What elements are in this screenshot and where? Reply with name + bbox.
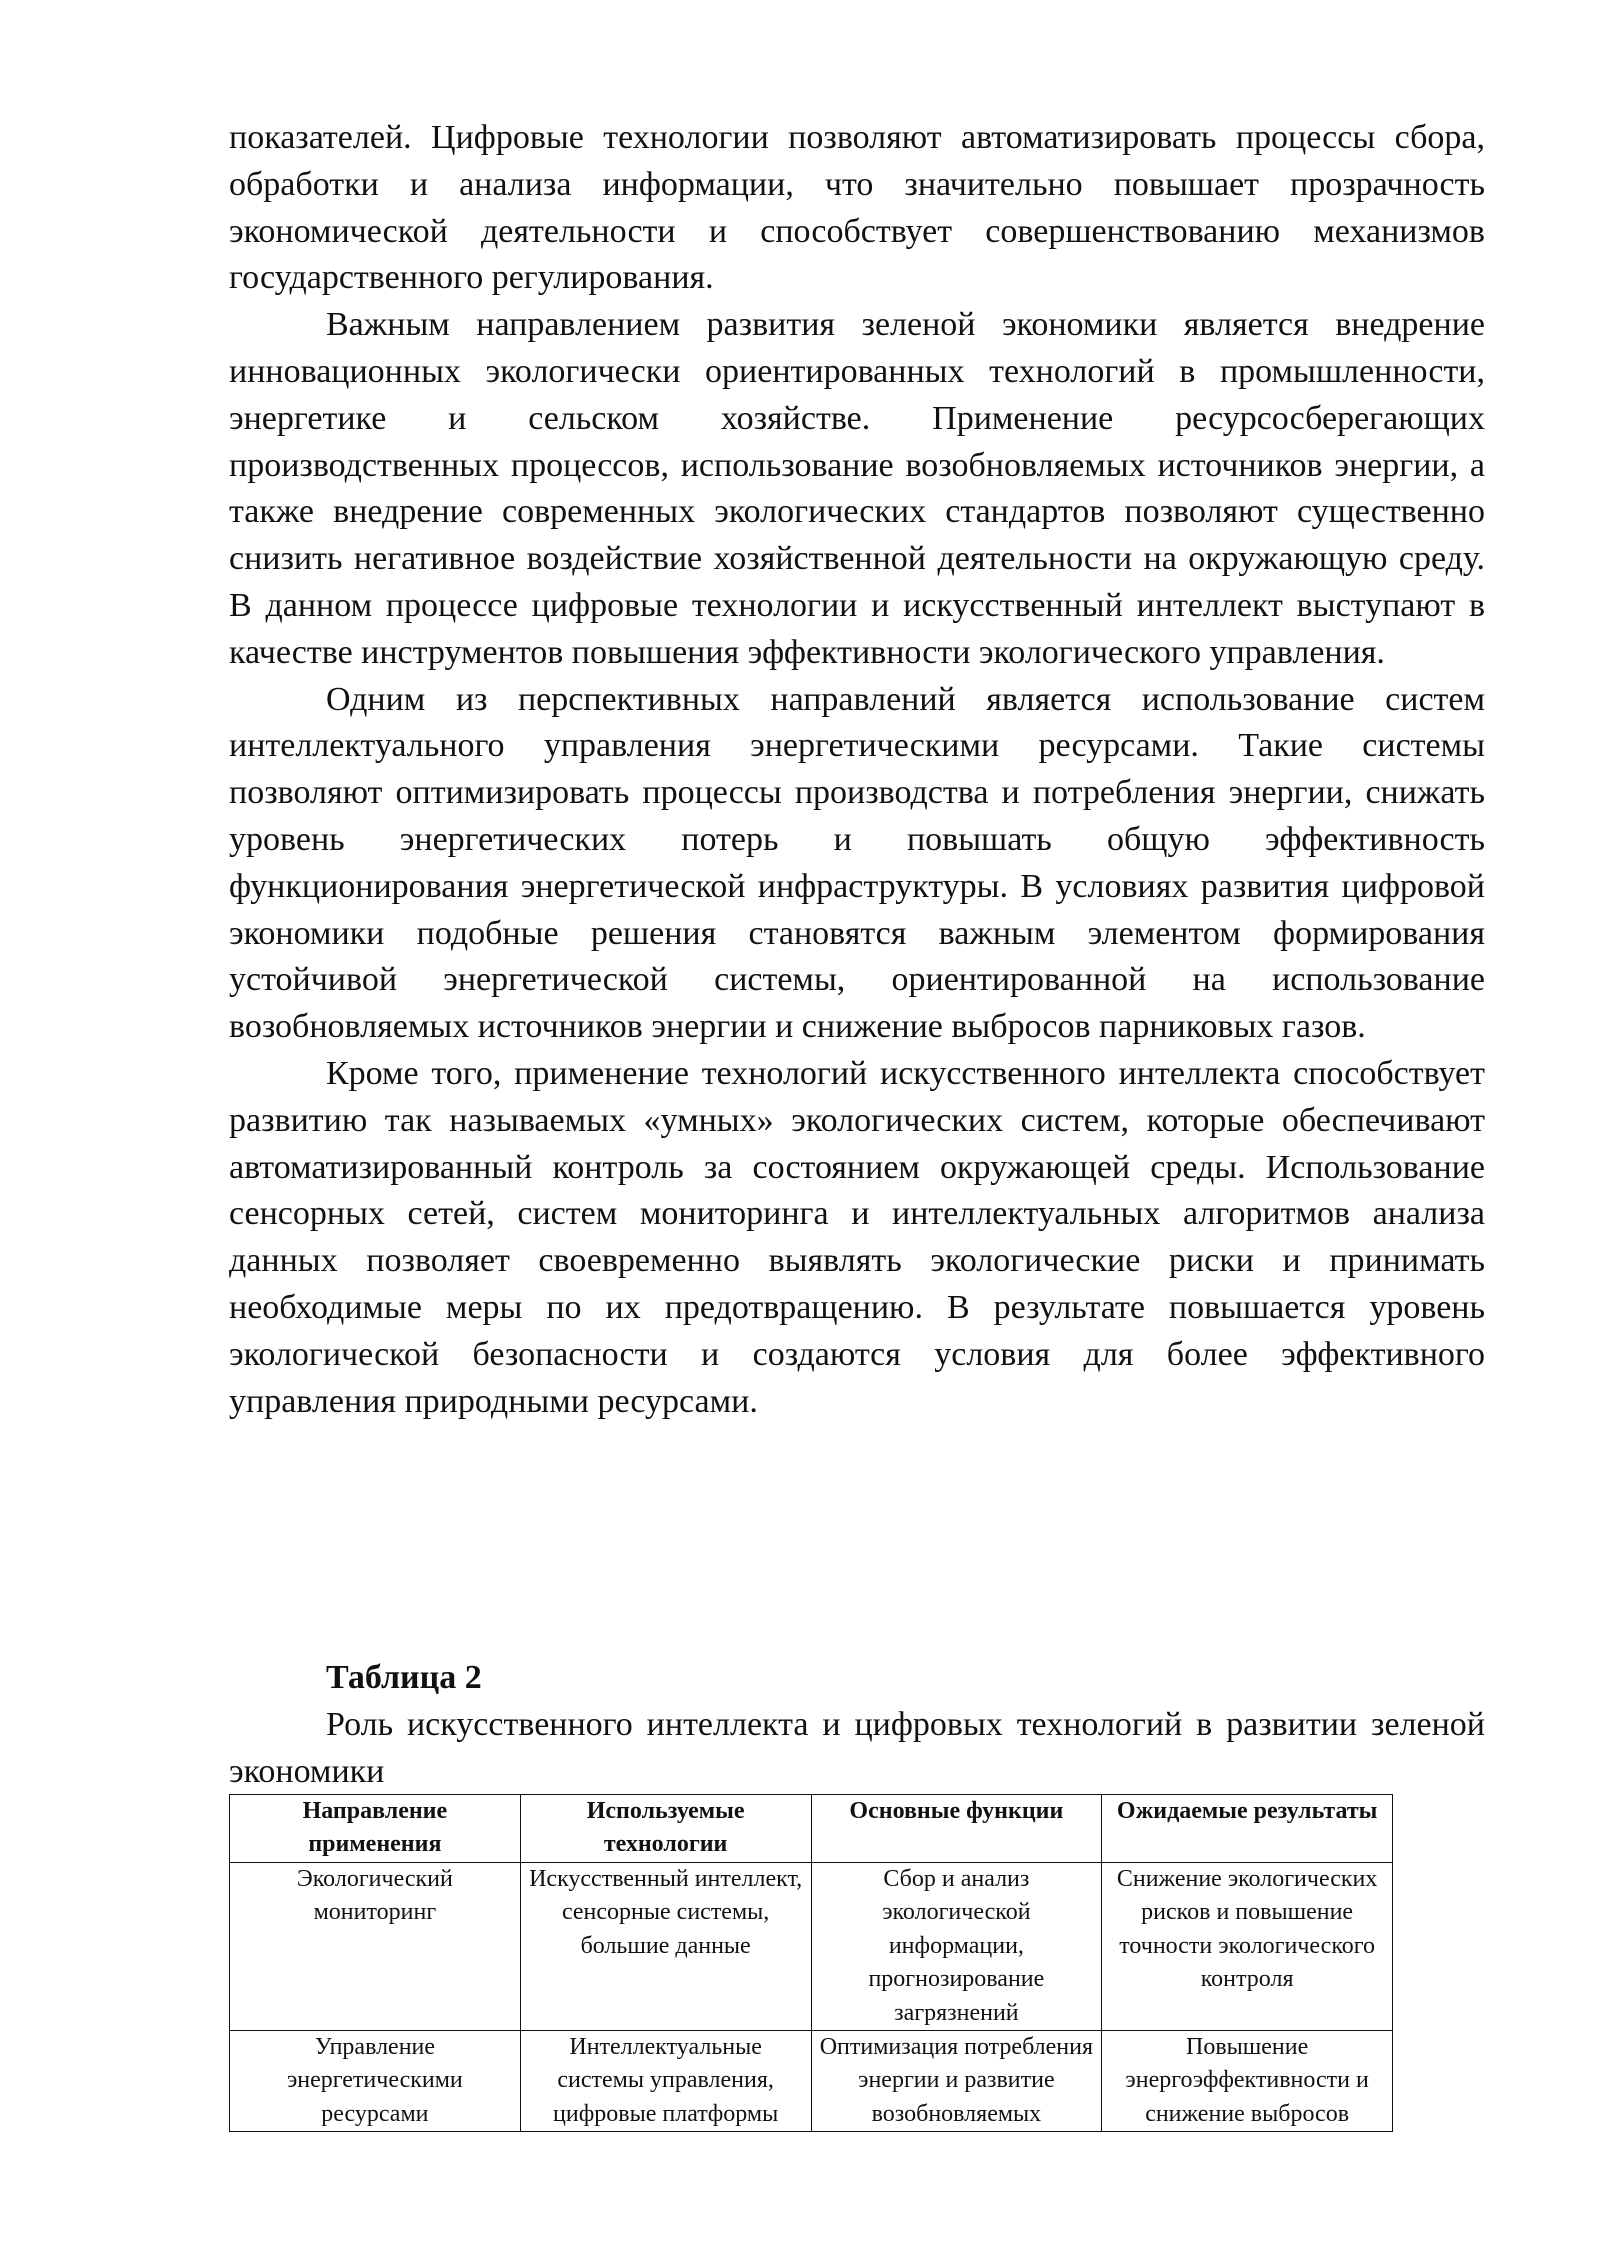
table-cell: Экологический мониторинг (230, 1863, 521, 2031)
table-cell: Сбор и анализ экологической информации, прогнозирование загрязнений (811, 1863, 1102, 2031)
header-technologies: Используемые технологии (520, 1795, 811, 1863)
table-caption (229, 1655, 1485, 1795)
paragraph-energy-management: Одним из перспективных направлений является использование систем интеллектуального управления энергетическими ресурсами. Такие системы позволяют оптимизировать процессы производства и потребления энергии, снижать уровень энергетических потерь и повышать общую эффективность функционирования энергетической инфраструктуры. В условиях развития цифровой экономики подобные решения становятся важным элементом формирования устойчивой энергетической системы, ориентированной на использование возобновляемых источников энергии и снижение выбросов парниковых газов. (229, 680, 1485, 1046)
data-table (229, 1794, 1393, 2132)
table-header-row (230, 1795, 1393, 1863)
paragraph-green-innovation: Важным направлением развития зеленой экономики является внедрение инновационных экологически ориентированных технологий в промышленности, энергетике и сельском хозяйстве. Применение ресурсосберегающих производственных процессов, использование возобновляемых источников энергии, а также внедрение современных экологических стандартов позволяют существенно снизить негативное воздействие хозяйственной деятельности на окружающую среду. В данном процессе цифровые технологии и искусственный интеллект выступают в качестве инструментов повышения эффективности экологического управления. (229, 306, 1485, 671)
header-main-functions: Основные функции (811, 1795, 1102, 1863)
paragraph-smart-ecosystems: Кроме того, применение технологий искусственного интеллекта способствует развитию так называемых «умных» экологических систем, которые обеспечивают автоматизированный контроль за состоянием окружающей среды. Использование сенсорных сетей, систем мониторинга и интеллектуальных алгоритмов анализа данных позволяет своевременно выявлять экологические риски и принимать необходимые меры по их предотвращению. В результате повышается уровень экологической безопасности и создаются условия для более эффективного управления природными ресурсами. (229, 1054, 1485, 1420)
body-text (229, 115, 1485, 1425)
paragraph-continuation: показателей. Цифровые технологии позволяют автоматизировать процессы сбора, обработки и анализа информации, что значительно повышает прозрачность экономической деятельности и способствует совершенствованию механизмов государственного регулирования. (229, 119, 1485, 297)
table-cell: Интеллектуальные системы управления, цифровые платформы (520, 2031, 811, 2132)
table-cell: Искусственный интеллект, сенсорные системы, большие данные (520, 1863, 811, 2031)
table-row (230, 2031, 1393, 2132)
table-cell: Повышение энергоэффективности и снижение выбросов (1102, 2031, 1393, 2132)
header-application-area: Направление применения (230, 1795, 521, 1863)
table-cell: Оптимизация потребления энергии и развитие возобновляемых (811, 2031, 1102, 2132)
table-row (230, 1863, 1393, 2031)
table-cell: Снижение экологических рисков и повышение точности экологического контроля (1102, 1863, 1393, 2031)
table-cell: Управление энергетическими ресурсами (230, 2031, 521, 2132)
header-expected-results: Ожидаемые результаты (1102, 1795, 1393, 1863)
table-title: Роль искусственного интеллекта и цифровых технологий в развитии зеленой экономики (229, 1705, 1485, 1790)
table-number: Таблица 2 (326, 1659, 482, 1696)
